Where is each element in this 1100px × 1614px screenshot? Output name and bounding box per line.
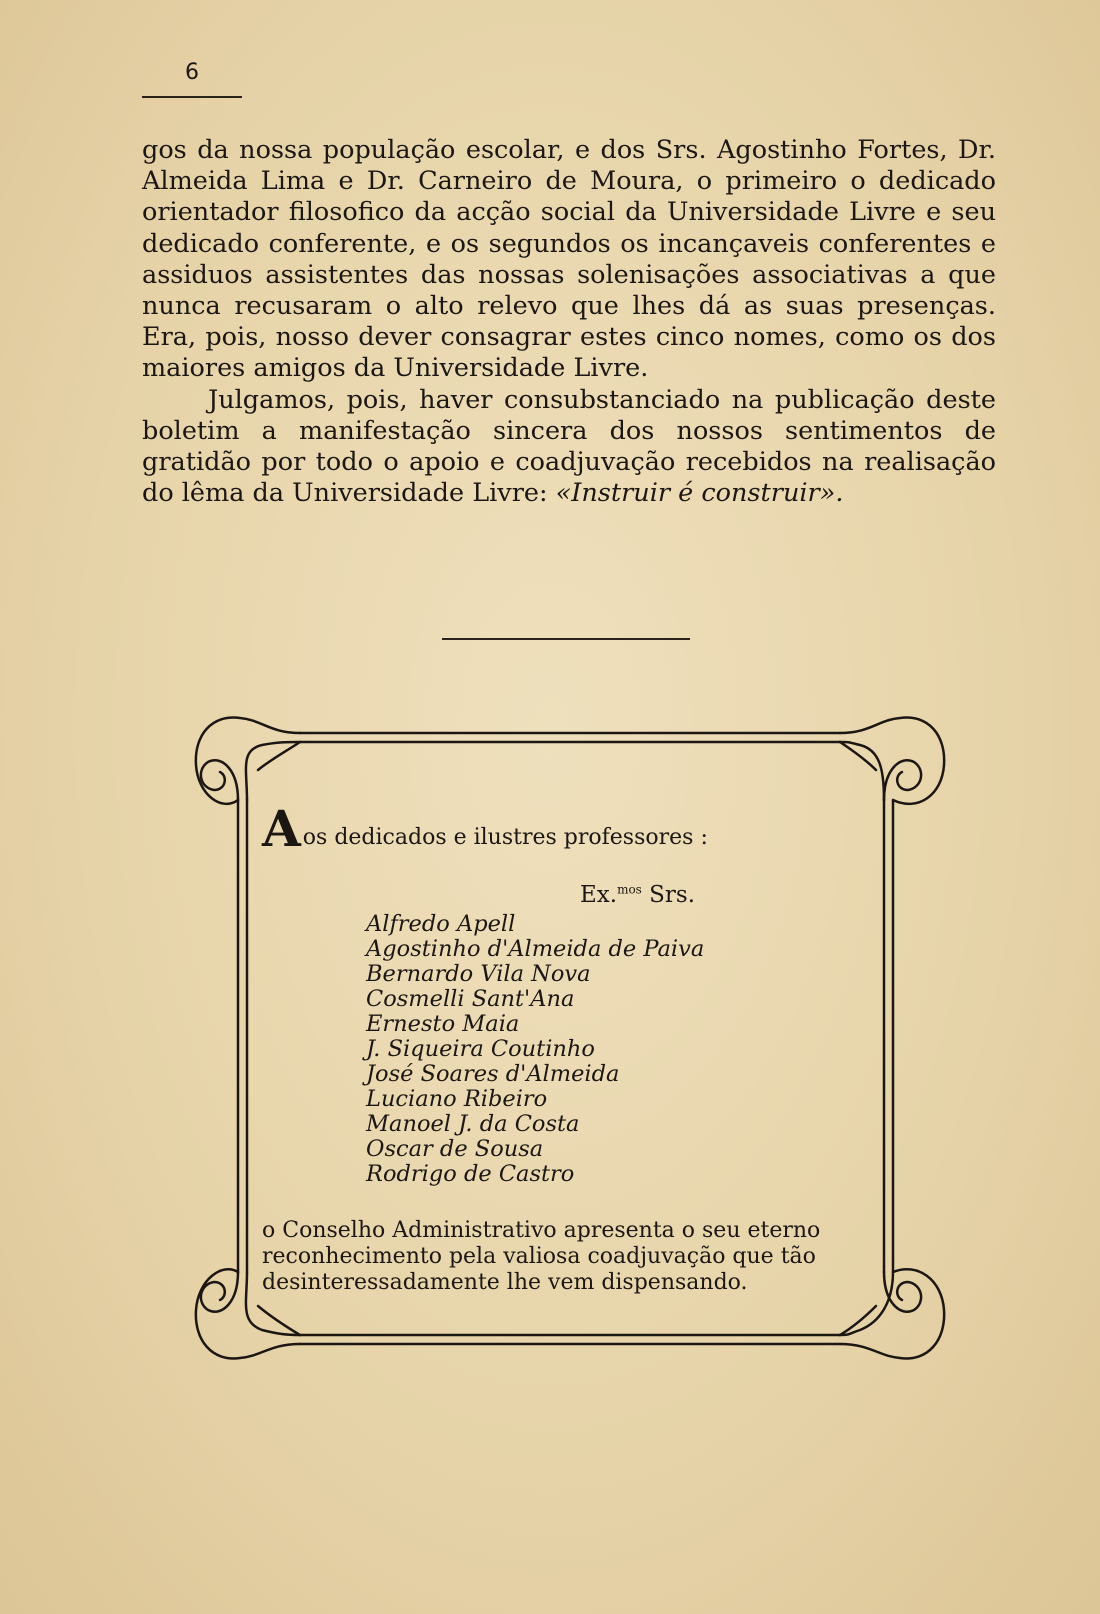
frame-corner-bottom-left xyxy=(201,1272,238,1312)
paragraph-2-text: Julgamos, pois, haver consubstanciado na publicação deste boletim a manifestação sincera dos nossos sentimentos de gratidão por todo o apoio e coadjuvação recebidos na realisação do lêma da Universidade Livre: xyxy=(142,384,996,509)
dedication-heading xyxy=(262,799,872,858)
professor-name: Alfredo Apell xyxy=(366,911,516,937)
frame-corner-bottom-right xyxy=(884,1272,921,1312)
closing-line: reconhecimento pela valiosa coadjuvação que tão xyxy=(262,1244,816,1269)
professor-name: Cosmelli Sant'Ana xyxy=(366,986,575,1012)
salutation-superscript: mos xyxy=(617,882,642,897)
professor-name: José Soares d'Almeida xyxy=(366,1061,620,1087)
frame-corner-top-right xyxy=(884,760,921,800)
closing-line: desinteressadamente lhe vem dispensando. xyxy=(262,1270,748,1295)
salutation-main: Ex. xyxy=(580,882,618,908)
professor-name: Oscar de Sousa xyxy=(366,1136,544,1162)
drop-cap: A xyxy=(262,799,301,858)
motto-quote: «Instruir é construir». xyxy=(555,478,844,509)
closing-text xyxy=(262,1218,872,1296)
professor-name: Bernardo Vila Nova xyxy=(366,961,591,987)
dedication-heading-text: os dedicados e ilustres professores : xyxy=(302,825,708,850)
salutation-end: Srs. xyxy=(641,882,696,908)
professor-name: Rodrigo de Castro xyxy=(366,1161,575,1187)
salutation xyxy=(580,882,695,908)
dedication-block xyxy=(262,799,872,1295)
paragraph-1: gos da nossa população escolar, e dos Srs. Agostinho Fortes, Dr. Almeida Lima e Dr. Carneiro de Moura, o primeiro o dedicado orientador filosofico da acção social da Universidade Livre e seu dedicado conferente, e os segundos os incançaveis conferentes e assiduos assistentes das nossas solenisações associativas a que nunca recusaram o alto relevo que lhes dá as suas presenças. Era, pois, nosso dever consagrar estes cinco nomes, como os dos maiores amigos da Universidade Livre. xyxy=(142,135,996,384)
closing-line: o Conselho Administrativo apresenta o seu eterno xyxy=(262,1218,821,1243)
professor-name: Agostinho d'Almeida de Paiva xyxy=(366,936,705,962)
professor-name: Ernesto Maia xyxy=(366,1011,520,1037)
professor-name: Manoel J. da Costa xyxy=(366,1111,580,1137)
professor-names-list xyxy=(366,912,704,1187)
professor-name: J. Siqueira Coutinho xyxy=(366,1036,595,1062)
page-number: 6 xyxy=(185,60,199,85)
professor-name: Luciano Ribeiro xyxy=(366,1086,548,1112)
